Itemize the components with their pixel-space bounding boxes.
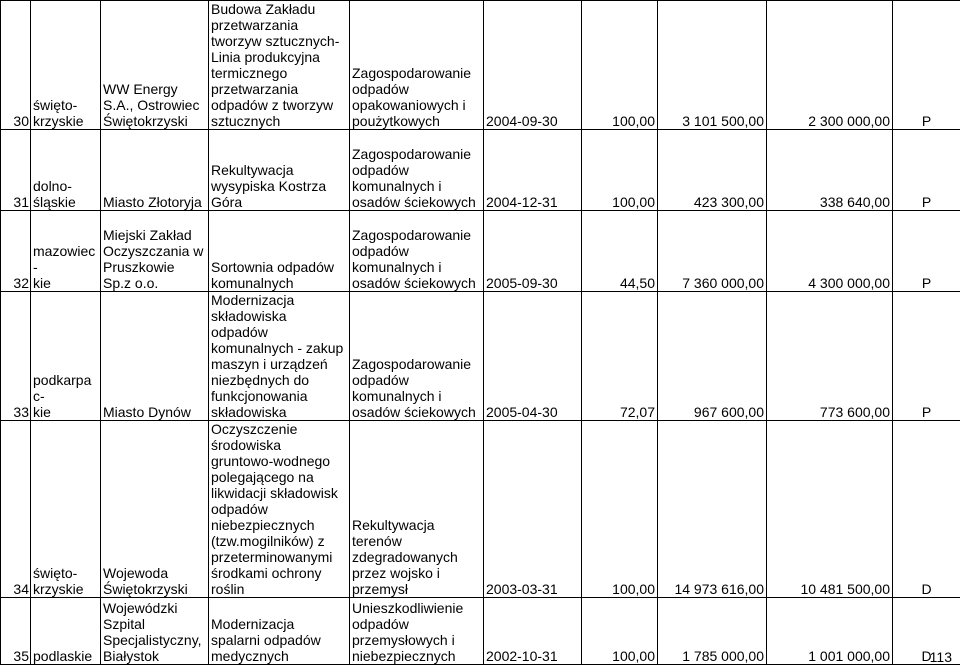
voivodeship-cell: dolno- śląskie [31,130,101,211]
row-number-cell: 32 [1,211,31,292]
domain-cell: Rekultywacja terenów zdegradowanych przez wojsko i przemysł [350,421,484,598]
grant-amount-cell: 10 481 500,00 [767,421,893,598]
beneficiary-cell: Miejski Zakład Oczyszczania w Pruszkowie Sp.z o.o. [101,211,209,292]
domain-cell: Unieszkodliwienie odpadów przemysłowych i niebezpiecznych [350,598,484,665]
category-cell: D [893,598,960,665]
table-row [1,211,960,292]
end-date-cell: 2005-09-30 [484,211,582,292]
total-cost-cell: 423 300,00 [658,130,767,211]
percent-cell: 100,00 [582,598,658,665]
grant-amount-cell: 2 300 000,00 [767,1,893,130]
end-date-cell: 2002-10-31 [484,598,582,665]
row-number-cell: 31 [1,130,31,211]
category-cell: P [893,1,960,130]
row-number-cell: 35 [1,598,31,665]
percent-cell: 100,00 [582,421,658,598]
table-row [1,421,960,598]
row-number-cell: 33 [1,292,31,421]
table-row [1,292,960,421]
category-cell: P [893,211,960,292]
voivodeship-cell: podlaskie [31,598,101,665]
percent-cell: 100,00 [582,1,658,130]
total-cost-cell: 7 360 000,00 [658,211,767,292]
domain-cell: Zagospodarowanie odpadów komunalnych i osadów ściekowych [350,130,484,211]
grant-amount-cell: 773 600,00 [767,292,893,421]
voivodeship-cell: święto- krzyskie [31,1,101,130]
project-title-cell: Rekultywacja wysypiska Kostrza Góra [209,130,350,211]
end-date-cell: 2005-04-30 [484,292,582,421]
voivodeship-cell: mazowiec- kie [31,211,101,292]
beneficiary-cell: Wojewoda Świętokrzyski [101,421,209,598]
category-cell: P [893,292,960,421]
grant-amount-cell: 1 001 000,00 [767,598,893,665]
row-number-cell: 30 [1,1,31,130]
row-number-cell: 34 [1,421,31,598]
end-date-cell: 2004-09-30 [484,1,582,130]
total-cost-cell: 967 600,00 [658,292,767,421]
beneficiary-cell: Miasto Złotoryja [101,130,209,211]
grant-amount-cell: 4 300 000,00 [767,211,893,292]
voivodeship-cell: podkarpac- kie [31,292,101,421]
end-date-cell: 2003-03-31 [484,421,582,598]
beneficiary-cell: Miasto Dynów [101,292,209,421]
project-title-cell: Budowa Zakładu przetwarzania tworzyw sztucznych-Linia produkcyjna termicznego przetwarzania odpadów z tworzyw sztucznych [209,1,350,130]
table-row [1,598,960,665]
beneficiary-cell: Wojewódzki Szpital Specjalistyczny, Białystok [101,598,209,665]
project-title-cell: Modernizacja spalarni odpadów medycznych [209,598,350,665]
category-cell: P [893,130,960,211]
domain-cell: Zagospodarowanie odpadów opakowaniowych i poużytkowych [350,1,484,130]
total-cost-cell: 3 101 500,00 [658,1,767,130]
page-number: 113 [930,649,952,665]
table-row [1,1,960,130]
domain-cell: Zagospodarowanie odpadów komunalnych i osadów ściekowych [350,292,484,421]
percent-cell: 72,07 [582,292,658,421]
project-title-cell: Sortownia odpadów komunalnych [209,211,350,292]
total-cost-cell: 1 785 000,00 [658,598,767,665]
project-title-cell: Oczyszczenie środowiska gruntowo-wodnego polegającego na likwidacji składowisk odpadów niebezpiecznych (tzw.mogilników) z przeterminowanymi środkami ochrony roślin [209,421,350,598]
grant-amount-cell: 338 640,00 [767,130,893,211]
table-row [1,130,960,211]
voivodeship-cell: święto- krzyskie [31,421,101,598]
percent-cell: 100,00 [582,130,658,211]
category-cell: D [893,421,960,598]
end-date-cell: 2004-12-31 [484,130,582,211]
beneficiary-cell: WW Energy S.A., Ostrowiec Świętokrzyski [101,1,209,130]
project-title-cell: Modernizacja składowiska odpadów komunalnych - zakup maszyn i urządzeń niezbędnych do funkcjonowania składowiska [209,292,350,421]
total-cost-cell: 14 973 616,00 [658,421,767,598]
domain-cell: Zagospodarowanie odpadów komunalnych i osadów ściekowych [350,211,484,292]
percent-cell: 44,50 [582,211,658,292]
